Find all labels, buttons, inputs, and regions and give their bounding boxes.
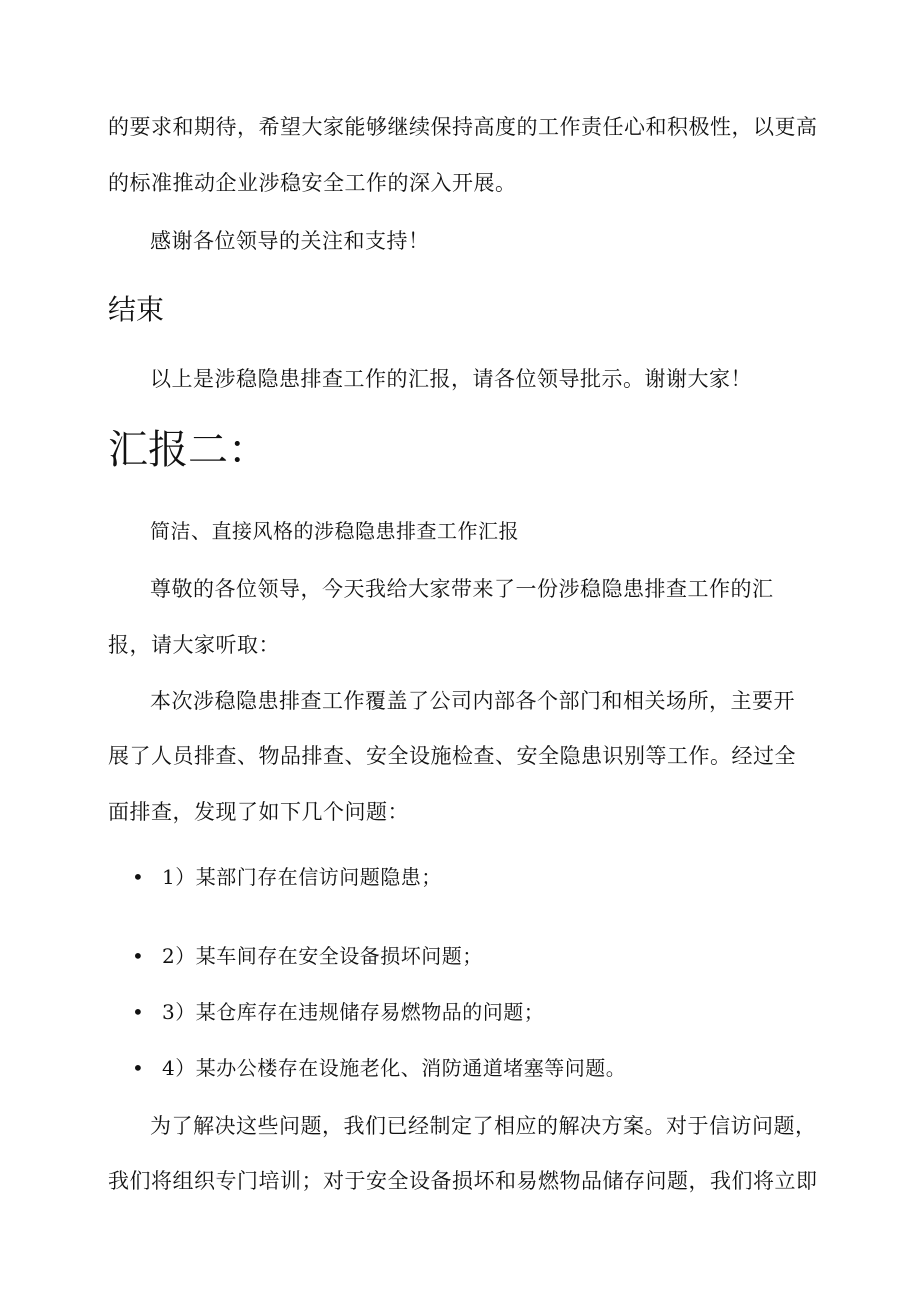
issue-list-item [132,1053,626,1083]
solution-line: 为了解决这些问题，我们已经制定了相应的解决方案。对于信访问题， [150,1114,817,1138]
intro-line: 尊敬的各位领导，今天我给大家带来了一份涉稳隐患排查工作的汇 [150,577,774,601]
scope-line: 面排查，发现了如下几个问题： [108,800,409,824]
bullet-icon: • [132,1056,145,1080]
issue-text: 3）某仓库存在违规储存易燃物品的问题； [162,1000,545,1024]
issue-text: 2）某车间存在安全设备损坏问题； [162,944,483,968]
section-heading-end: 结束 [108,293,165,326]
report2-heading: 汇报二： [108,427,268,473]
scope-line: 展了人员排查、物品排查、安全设施检查、安全隐患识别等工作。经过全 [108,744,796,768]
issue-list-item [132,997,544,1027]
thanks-text: 感谢各位领导的关注和支持！ [150,229,430,253]
issue-text: 4）某办公楼存在设施老化、消防通道堵塞等问题。 [162,1056,627,1080]
intro-line: 报，请大家听取： [108,633,280,657]
paragraph-line: 的要求和期待，希望大家能够继续保持高度的工作责任心和积极性，以更高 [108,115,818,139]
report2-subtitle: 简洁、直接风格的涉稳隐患排查工作汇报 [150,519,519,543]
issue-text: 1）某部门存在信访问题隐患； [162,865,442,889]
bullet-icon: • [132,1000,145,1024]
issue-list-item [132,862,442,892]
paragraph-line: 的标准推动企业涉稳安全工作的深入开展。 [108,171,517,195]
bullet-icon: • [132,944,145,968]
scope-line: 本次涉稳隐患排查工作覆盖了公司内部各个部门和相关场所，主要开 [150,689,795,713]
solution-line: 我们将组织专门培训；对于安全设备损坏和易燃物品储存问题，我们将立即 [108,1169,818,1193]
bullet-icon: • [132,865,145,889]
issue-list-item [132,941,483,971]
end-text: 以上是涉稳隐患排查工作的汇报，请各位领导批示。谢谢大家！ [150,367,752,391]
